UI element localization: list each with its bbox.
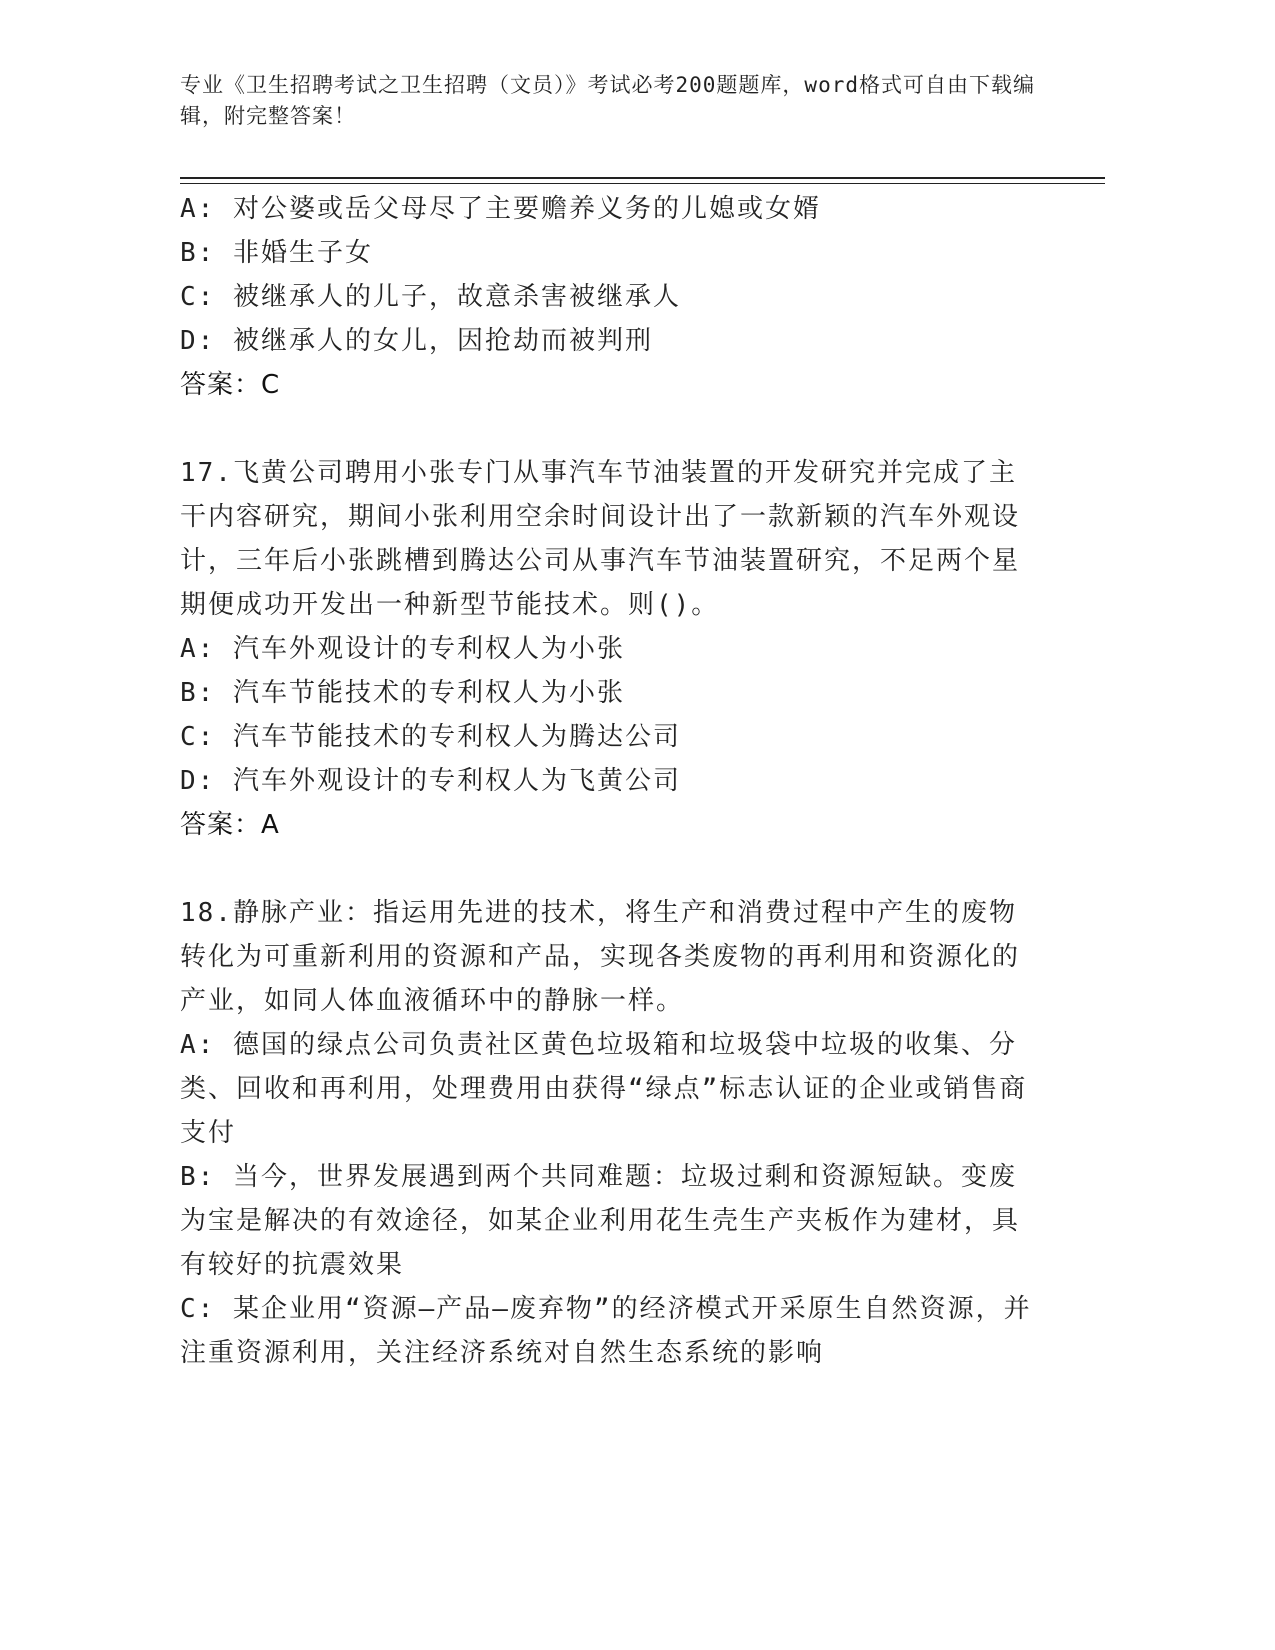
question-16 bbox=[180, 187, 1040, 407]
question-17 bbox=[180, 451, 1040, 847]
answer-label: 答案：A bbox=[180, 810, 280, 840]
question-content bbox=[180, 187, 1040, 1375]
header-divider-thick bbox=[180, 177, 1105, 179]
option-b: B: 汽车节能技术的专利权人为小张 bbox=[180, 678, 625, 708]
option-b: B: 当今，世界发展遇到两个共同难题：垃圾过剩和资源短缺。变废为宝是解决的有效途径，如某企业利用花生壳生产夹板作为建材，具有较好的抗震效果 bbox=[180, 1162, 1021, 1280]
question-18 bbox=[180, 891, 1040, 1375]
question-stem: 18.静脉产业：指运用先进的技术，将生产和消费过程中产生的废物转化为可重新利用的资源和产品，实现各类废物的再利用和资源化的产业，如同人体血液循环中的静脉一样。 bbox=[180, 898, 1021, 1016]
option-d: D: 被继承人的女儿，因抢劫而被判刑 bbox=[180, 326, 653, 356]
option-a: A: 德国的绿点公司负责社区黄色垃圾箱和垃圾袋中垃圾的收集、分类、回收和再利用，处理费用由获得“绿点”标志认证的企业或销售商支付 bbox=[180, 1030, 1028, 1148]
option-a: A: 汽车外观设计的专利权人为小张 bbox=[180, 634, 625, 664]
option-b: B: 非婚生子女 bbox=[180, 238, 373, 268]
answer-label: 答案：C bbox=[180, 370, 281, 400]
option-c: C: 某企业用“资源—产品—废弃物”的经济模式开采原生自然资源，并注重资源利用，关注经济系统对自然生态系统的影响 bbox=[180, 1294, 1032, 1368]
option-d: D: 汽车外观设计的专利权人为飞黄公司 bbox=[180, 766, 681, 796]
spacer bbox=[180, 847, 1040, 891]
question-stem: 17.飞黄公司聘用小张专门从事汽车节油装置的开发研究并完成了主干内容研究，期间小张利用空余时间设计出了一款新颖的汽车外观设计，三年后小张跳槽到腾达公司从事汽车节油装置研究，不足两个星期便成功开发出一种新型节能技术。则()。 bbox=[180, 458, 1021, 620]
header-divider-thin bbox=[180, 183, 1105, 184]
option-a: A: 对公婆或岳父母尽了主要赡养义务的儿媳或女婿 bbox=[180, 194, 821, 224]
option-c: C: 被继承人的儿子，故意杀害被继承人 bbox=[180, 282, 681, 312]
option-c: C: 汽车节能技术的专利权人为腾达公司 bbox=[180, 722, 681, 752]
page-header: 专业《卫生招聘考试之卫生招聘（文员）》考试必考200题题库，word格式可自由下载编辑，附完整答案！ bbox=[180, 73, 1035, 128]
spacer bbox=[180, 407, 1040, 451]
